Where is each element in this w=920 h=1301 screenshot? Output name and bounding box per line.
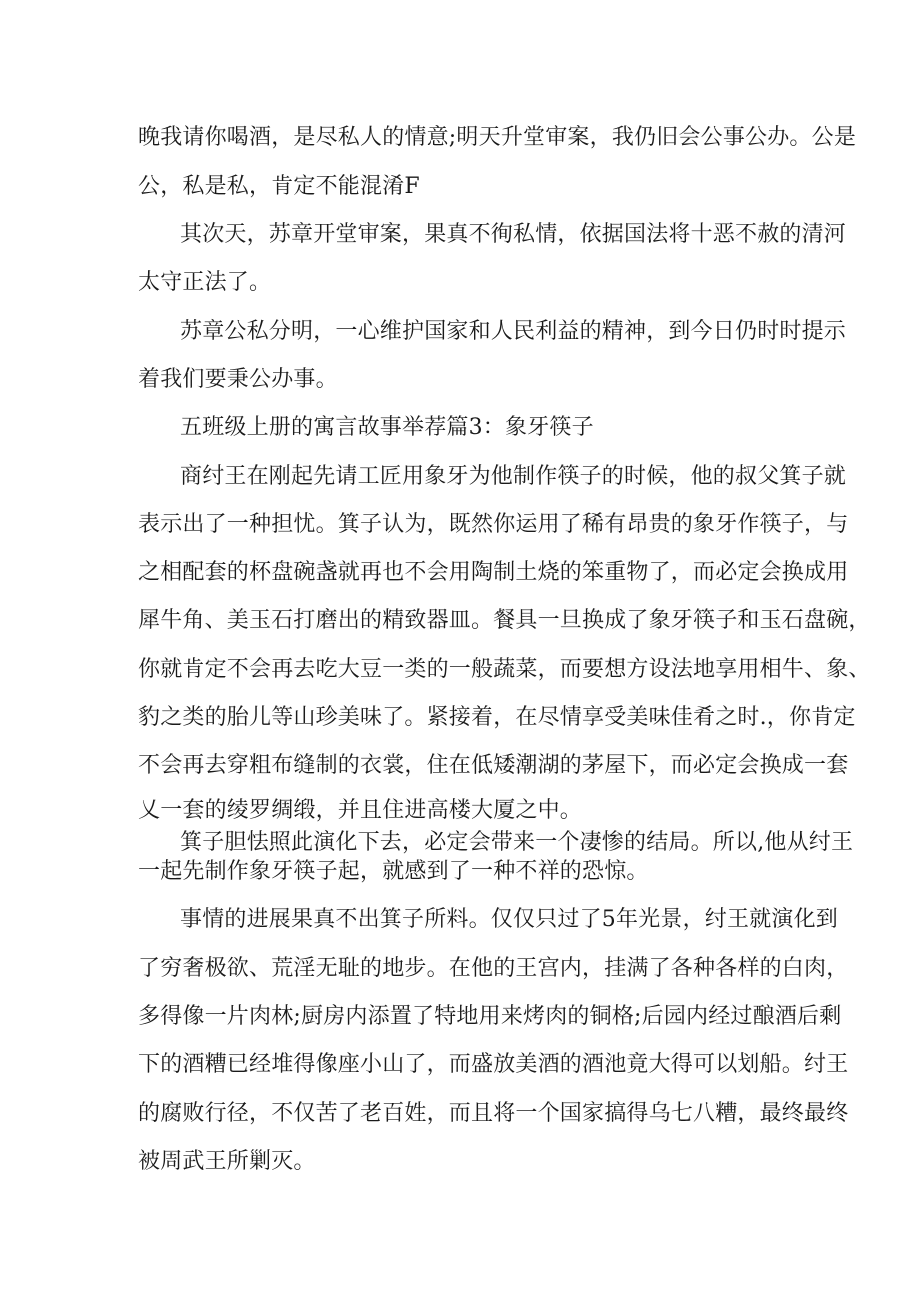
text-line: 着我们要秉公办事。 bbox=[138, 367, 338, 392]
text-line: 你就肯定不会再去吃大豆一类的一般蔬菜，而要想方设法地享用相牛、象、 bbox=[138, 657, 871, 682]
text-line: 表示出了一种担忧。箕子认为，既然你运用了稀有昂贵的象牙作筷子，与 bbox=[138, 512, 849, 537]
text-line: 犀牛角、美玉石打磨出的精致器皿。餐具一旦换成了象牙筷子和玉石盘碗， bbox=[138, 608, 871, 633]
text-line: 公，私是私，肯定不能混淆F bbox=[138, 174, 420, 199]
text-line: 的腐败行径，不仅苦了老百姓，而且将一个国家搞得乌七八糟，最终最终 bbox=[138, 1101, 849, 1126]
text-line: 多得像一片肉林;厨房内添置了特地用来烤肉的铜格;后园内经过酿酒后剩 bbox=[138, 1004, 842, 1029]
text-line: 事情的进展果真不出箕子所料。仅仅只过了5年光景，纣王就演化到 bbox=[180, 907, 838, 932]
text-line: 了穷奢极欲、荒淫无耻的地步。在他的王宫内，挂满了各种各样的白肉， bbox=[138, 956, 849, 981]
text-line: 其次天，苏章开堂审案，果真不徇私情，依据国法将十恶不赦的清河 bbox=[180, 222, 847, 247]
text-line: 苏章公私分明，一心维护国家和人民利益的精神，到今日仍时时提示 bbox=[180, 319, 847, 344]
text-line: 一起先制作象牙筷子起，就感到了一种不祥的恐惊。 bbox=[138, 859, 649, 884]
text-line: 乂一套的绫罗绸缎，并且住进高楼大厦之中。 bbox=[138, 798, 583, 823]
text-line: 箕子胆怯照此演化下去，必定会带来一个凄惨的结局。所以,他从纣王 bbox=[180, 830, 854, 855]
text-line: 豹之类的胎儿等山珍美味了。紧接着，在尽情享受美味佳肴之时.，你肯定 bbox=[138, 705, 856, 730]
text-line: 太守正法了。 bbox=[138, 270, 272, 295]
text-line: 商纣王在刚起先请工匠用象牙为他制作筷子的时候，他的叔父箕子就 bbox=[180, 464, 847, 489]
section-heading: 五班级上册的寓言故事举荐篇3：象牙筷子 bbox=[180, 415, 594, 440]
text-line: 下的酒糟已经堆得像座小山了，而盛放美酒的酒池竟大得可以划船。纣王 bbox=[138, 1052, 849, 1077]
text-line: 晚我请你喝酒，是尽私人的情意;明天升堂审案，我仍旧会公事公办。公是 bbox=[138, 125, 857, 150]
text-line: 之相配套的杯盘碗盏就再也不会用陶制土烧的笨重物了，而必定会换成用 bbox=[138, 560, 849, 585]
text-line: 被周武王所剿灭。 bbox=[138, 1149, 316, 1174]
text-line: 不会再去穿粗布缝制的衣裳，住在低矮潮湖的茅屋下，而必定会换成一套 bbox=[138, 753, 849, 778]
